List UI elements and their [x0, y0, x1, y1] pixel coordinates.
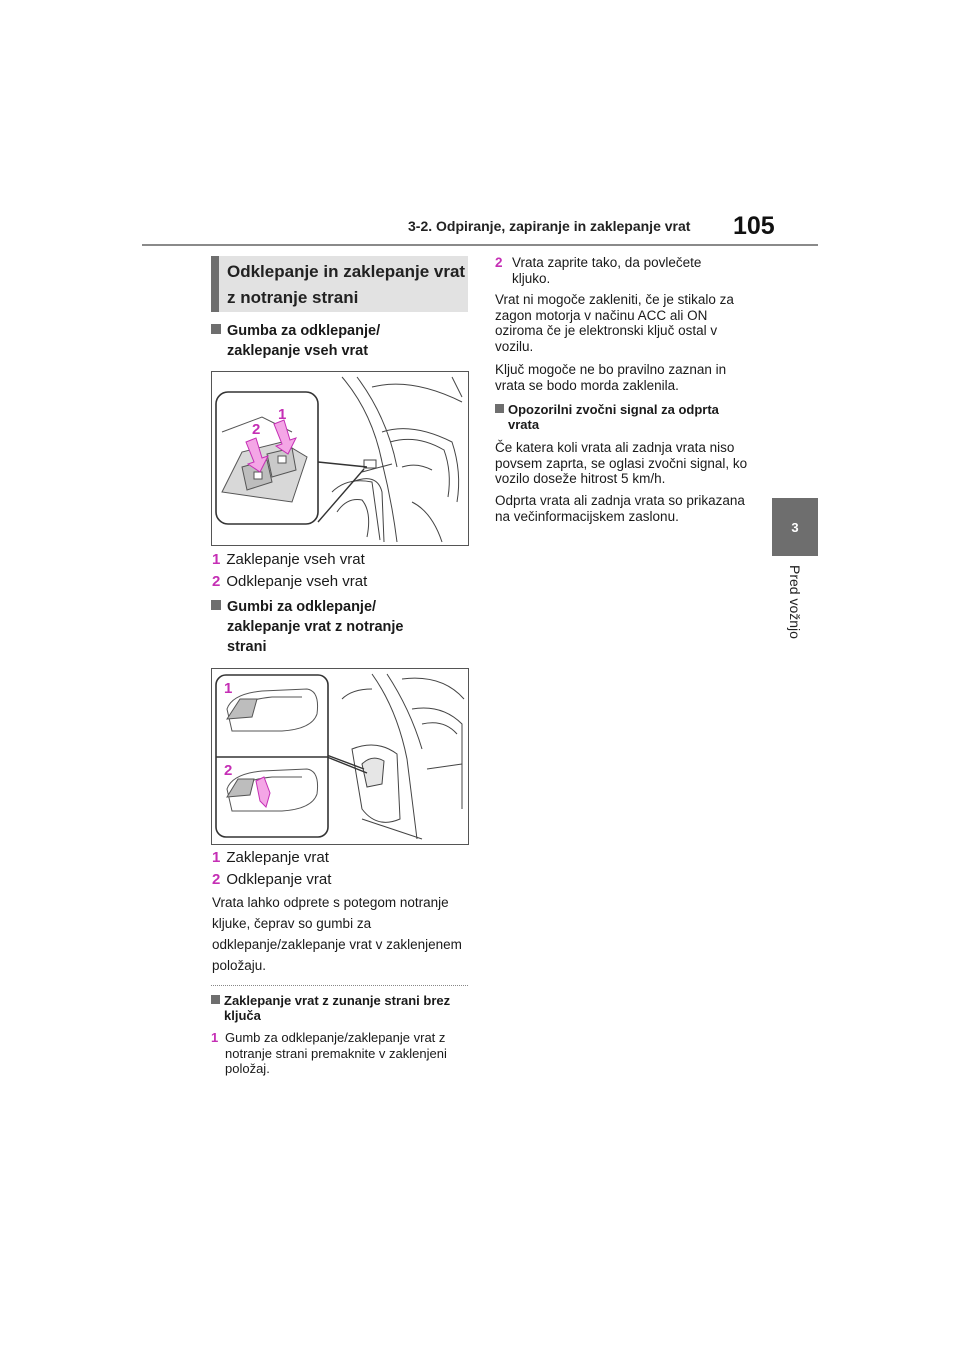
paragraph: Odprta vrata ali zadnja vrata so prikazana na večinformacijskem zaslonu. — [495, 493, 745, 524]
subheading-text: Zaklepanje vrat z zunanje strani brez ključa — [224, 993, 451, 1023]
note-text: Vrata lahko odprete s potegom notranje kljuke, čeprav so gumbi za odklepanje/zaklepanje vrat v zaklenjenem položaju. — [212, 895, 462, 973]
paragraph: Ključ mogoče ne bo pravilno zaznan in vrata se bodo morda zaklenila. — [495, 362, 727, 393]
step-number: 2 — [495, 255, 503, 270]
subheading-text: Opozorilni zvočni signal za odprta vrata — [508, 402, 719, 432]
section-path: 3-2. Odpiranje, zapiranje in zaklepanje vrat — [408, 218, 691, 234]
item-number: 2 — [212, 573, 221, 590]
chapter-tab: 3 — [772, 498, 818, 556]
legend-item — [212, 870, 331, 890]
legend-item — [212, 550, 365, 570]
legend-item — [212, 848, 329, 868]
central-lock-illustration — [212, 372, 468, 545]
item-text: Zaklepanje vrat — [226, 849, 329, 866]
square-bullet-icon — [211, 995, 220, 1004]
square-bullet-icon — [495, 404, 504, 413]
legend-item — [212, 572, 367, 592]
step-number: 1 — [211, 1030, 219, 1045]
subheading-door-warning — [495, 402, 757, 432]
subheading-text: Gumbi za odklepanje/ zaklepanje vrat z notranje strani — [227, 599, 404, 655]
step-item — [211, 1030, 473, 1077]
door-lock-illustration — [212, 669, 468, 844]
square-bullet-icon — [211, 324, 221, 334]
figure1-callout-1: 1 — [278, 406, 287, 423]
header-divider — [142, 244, 818, 246]
item-text: Odklepanje vseh vrat — [226, 573, 368, 590]
item-number: 2 — [212, 871, 221, 888]
section-heading: Odklepanje in zaklepanje vrat z notranje strani — [211, 256, 468, 312]
step-item — [495, 255, 757, 286]
figure2-callout-1: 1 — [224, 680, 233, 697]
section-divider — [211, 985, 468, 986]
item-text: Zaklepanje vseh vrat — [226, 551, 365, 568]
item-text: Odklepanje vrat — [226, 871, 332, 888]
step-text: Gumb za odklepanje/zaklepanje vrat z notranje strani premaknite v zaklenjeni položaj. — [225, 1030, 447, 1076]
step-text: Vrata zaprite tako, da povlečete kljuko. — [512, 255, 702, 286]
item-number: 1 — [212, 551, 221, 568]
chapter-title: Pred vožnjo — [787, 565, 803, 639]
item-number: 1 — [212, 849, 221, 866]
figure2-callout-2: 2 — [224, 762, 233, 779]
page-number: 105 — [733, 212, 775, 240]
figure-door-lock-buttons — [211, 668, 469, 845]
subheading-lock-outside — [211, 993, 471, 1023]
paragraph: Vrat ni mogoče zakleniti, če je stikalo za zagon motorja v načinu ACC ali ON oziroma če je elektronski ključ ostal v vozilu. — [495, 292, 734, 354]
subheading-all-doors — [211, 321, 461, 361]
paragraph: Če katera koli vrata ali zadnja vrata niso povsem zaprta, se oglasi zvočni signal, ko vozilo doseže hitrost 5 km/h. — [495, 440, 748, 486]
figure-central-lock-switch — [211, 371, 469, 546]
square-bullet-icon — [211, 600, 221, 610]
subheading-text: Gumba za odklepanje/ zaklepanje vseh vrat — [227, 323, 381, 359]
figure1-callout-2: 2 — [252, 421, 261, 438]
chapter-title-vertical — [773, 565, 817, 655]
subheading-inside-buttons — [211, 597, 461, 657]
